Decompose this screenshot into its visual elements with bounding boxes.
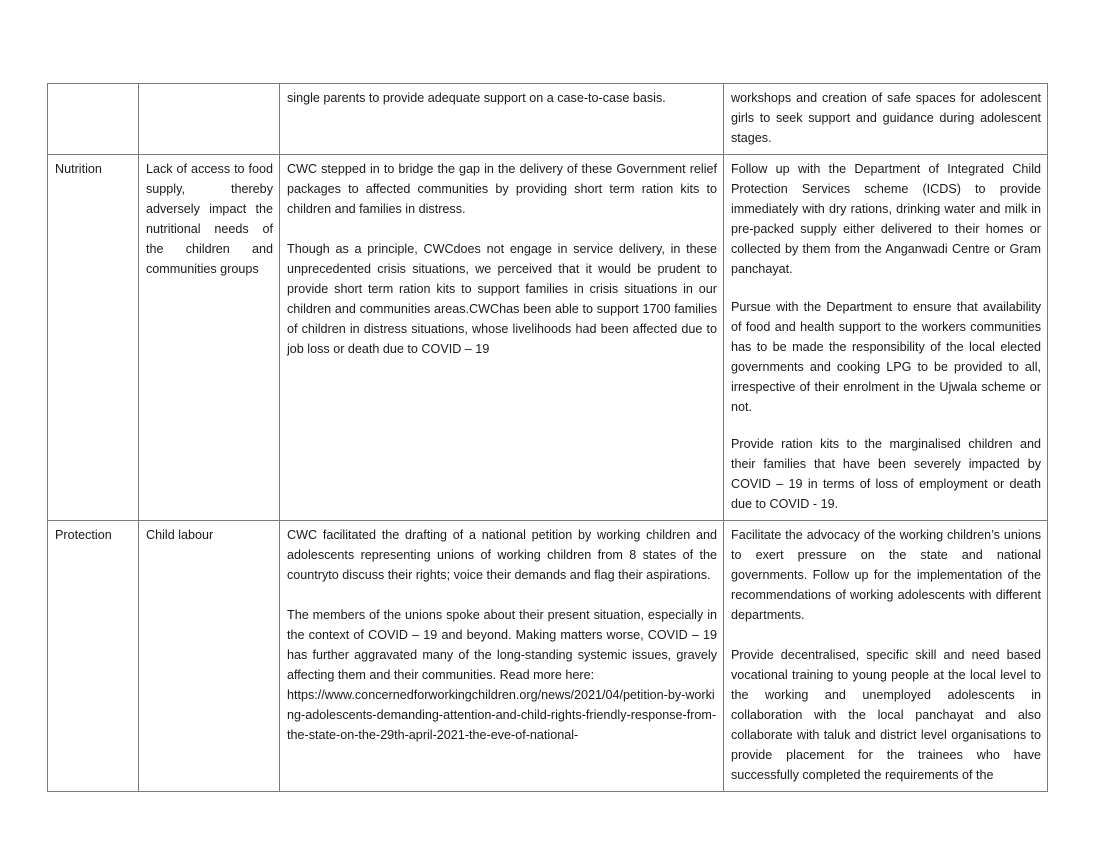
category-cell — [48, 84, 139, 155]
recommendation-cell — [724, 84, 1048, 155]
paragraph: Follow up with the Department of Integrated Child Protection Services scheme (ICDS) to provide immediately with dry rations, drinking water and milk in pre-packed supply either delivered to their homes or collected by them from the Anganwadi Centre or Gram panchayat. — [731, 162, 1041, 276]
issue-cell — [139, 155, 280, 521]
paragraph: CWC facilitated the drafting of a national petition by working children and adolescents representing unions of working children from 8 states of the countryto discuss their rights; voice their demands and flag their aspirations. — [287, 528, 717, 583]
issue-cell — [139, 521, 280, 792]
paragraph: The members of the unions spoke about their present situation, especially in the context of COVID – 19 and beyond. Making matters worse, COVID – 19 has further aggravated many of the long-standing systemic issues, gravely affecting them and their communities. Read more here: — [287, 608, 717, 683]
issue-text: Lack of access to food supply, thereby adversely impact the nutritional needs of the children and communities groups — [146, 162, 273, 276]
paragraph: Provide decentralised, specific skill and need based vocational training to young people at the local level to the working and unemployed adolescents in collaboration with the local panchayat and also collaborate with taluk and district level organisations to provide placement for the trainees who have successfully completed the requirements of the — [731, 648, 1041, 783]
table-row — [48, 521, 1048, 792]
category-label: Nutrition — [55, 162, 102, 176]
paragraph: single parents to provide adequate support on a case-to-case basis. — [287, 91, 666, 105]
document-table — [47, 83, 1048, 792]
intervention-cell — [280, 155, 724, 521]
category-cell — [48, 521, 139, 792]
intervention-cell — [280, 84, 724, 155]
recommendation-cell — [724, 155, 1048, 521]
paragraph: Pursue with the Department to ensure that availability of food and health support to the workers communities has to be made the responsibility of the local elected governments and cooking LPG to be provided to all, irrespective of their enrolment in the Ujwala scheme or not. — [731, 299, 1041, 414]
recommendation-cell — [724, 521, 1048, 792]
issue-text: Child labour — [146, 528, 214, 543]
table-row — [48, 155, 1048, 521]
paragraph: Facilitate the advocacy of the working children’s unions to exert pressure on the state and national governments. Follow up for the implementation of the recommendations of working adolescents with different departments. — [731, 528, 1041, 623]
intervention-cell — [280, 521, 724, 792]
paragraph: Though as a principle, CWCdoes not engage in service delivery, in these unprecedented crisis situations, we perceived that it would be prudent to provide short term ration kits to support families in crisis situations in our children and communities areas.CWChas been able to support 1700 families of children in distress situations, whose livelihoods had been affected due to job loss or death due to COVID – 19 — [287, 242, 717, 356]
category-label: Protection — [55, 528, 112, 543]
paragraph: workshops and creation of safe spaces for adolescent girls to seek support and guidance during adolescent stages. — [731, 91, 1041, 145]
paragraph: Provide ration kits to the marginalised children and their families that have been severely impacted by COVID – 19 in terms of loss of employment or death due to COVID - 19. — [731, 437, 1041, 512]
category-cell — [48, 155, 139, 521]
issue-cell — [139, 84, 280, 155]
table-row — [48, 84, 1048, 155]
petition-link[interactable]: https://www.concernedforworkingchildren.org/news/2021/04/petition-by-working-adolescents-demanding-attention-and-child-rights-friendly-response-from-the-state-on-the-29th-april-2021-the-eve-of-national- — [287, 688, 717, 743]
paragraph: CWC stepped in to bridge the gap in the delivery of these Government relief packages to affected communities by providing short term ration kits to children and families in distress. — [287, 162, 717, 216]
